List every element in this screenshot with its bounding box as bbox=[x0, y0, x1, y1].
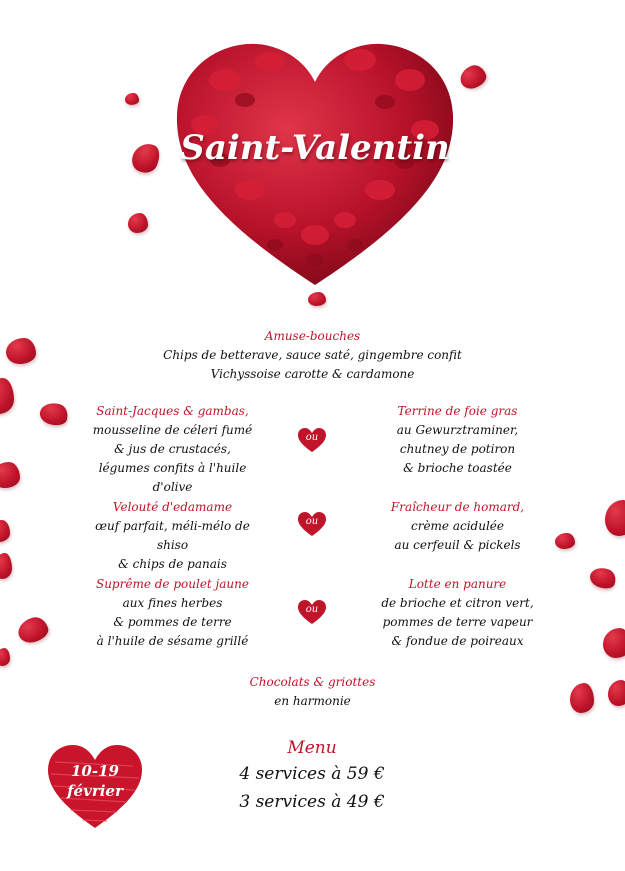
rose-petal bbox=[125, 93, 139, 105]
dish-line: & fondue de poireaux bbox=[391, 634, 524, 648]
course-3-option-left bbox=[85, 575, 260, 651]
dish-line: Vichyssoise carotte & cardamone bbox=[210, 367, 415, 381]
course-1-option-left bbox=[85, 402, 260, 497]
or-heart-badge bbox=[297, 427, 327, 453]
date-heart-badge bbox=[45, 742, 145, 832]
dish-line: & chips de panais bbox=[118, 557, 227, 571]
dish-line: Chips de betterave, sauce saté, gingembre confit bbox=[163, 348, 462, 362]
or-label: ou bbox=[305, 604, 319, 615]
dish-line: légumes confits à l'huile d'olive bbox=[98, 461, 247, 494]
menu-title: Menu bbox=[287, 738, 337, 758]
dish-line: œuf parfait, méli-mélo de shiso bbox=[95, 519, 250, 552]
rose-petal bbox=[555, 533, 575, 549]
dish-heading: Lotte en panure bbox=[408, 577, 507, 591]
or-heart-badge bbox=[297, 599, 327, 625]
dish-line: en harmonie bbox=[274, 694, 351, 708]
rose-petal bbox=[6, 338, 36, 364]
dish-line: crème acidulée bbox=[410, 519, 505, 533]
date-range-month: février bbox=[67, 782, 123, 800]
price-3-services: 3 services à 49 € bbox=[239, 792, 385, 812]
rose-petal bbox=[587, 564, 618, 592]
dish-line: & pommes de terre bbox=[113, 615, 232, 629]
dish-line: chutney de potiron bbox=[399, 442, 516, 456]
dish-line: & brioche toastée bbox=[403, 461, 512, 475]
course-3-option-right bbox=[370, 575, 545, 651]
page-title: Saint-Valentin bbox=[180, 128, 450, 168]
section-heading: Chocolats & griottes bbox=[249, 675, 376, 689]
rose-petal bbox=[603, 628, 625, 658]
date-range-start: 10-19 bbox=[71, 762, 119, 780]
or-heart-badge bbox=[297, 511, 327, 537]
rose-petal bbox=[15, 615, 50, 646]
rose-petal bbox=[0, 520, 10, 542]
dish-line: aux fines herbes bbox=[122, 596, 223, 610]
price-4-services: 4 services à 59 € bbox=[239, 764, 385, 784]
dessert-section bbox=[200, 673, 425, 711]
dish-line: & jus de crustacés, bbox=[114, 442, 231, 456]
rose-petal bbox=[0, 648, 10, 666]
dish-heading: Fraîcheur de homard, bbox=[390, 500, 525, 514]
rose-petal bbox=[570, 683, 594, 713]
amuse-bouches-section bbox=[150, 327, 475, 384]
dish-line: mousseline de céleri fumé bbox=[92, 423, 253, 437]
dish-heading: Velouté d'edamame bbox=[112, 500, 233, 514]
course-1-option-right bbox=[370, 402, 545, 478]
hero-heart bbox=[155, 20, 475, 310]
or-label: ou bbox=[305, 516, 319, 527]
rose-petal bbox=[608, 680, 625, 706]
dish-heading: Saint-Jacques & gambas, bbox=[96, 404, 249, 418]
dish-line: pommes de terre vapeur bbox=[382, 615, 533, 629]
dish-line: de brioche et citron vert, bbox=[381, 596, 534, 610]
or-label: ou bbox=[305, 432, 319, 443]
course-2-option-right bbox=[370, 498, 545, 555]
dish-heading: Suprême de poulet jaune bbox=[95, 577, 249, 591]
rose-petal bbox=[0, 553, 12, 579]
dish-line: au cerfeuil & pickels bbox=[394, 538, 521, 552]
course-2-option-left bbox=[85, 498, 260, 574]
rose-petal bbox=[605, 500, 625, 536]
section-heading: Amuse-bouches bbox=[264, 329, 361, 343]
dish-line: à l'huile de sésame grillé bbox=[96, 634, 249, 648]
dish-heading: Terrine de foie gras bbox=[397, 404, 518, 418]
rose-petal bbox=[0, 462, 20, 488]
rose-petal bbox=[0, 378, 14, 414]
dish-line: au Gewurztraminer, bbox=[396, 423, 519, 437]
rose-petal bbox=[128, 213, 148, 233]
rose-petal bbox=[38, 400, 71, 428]
